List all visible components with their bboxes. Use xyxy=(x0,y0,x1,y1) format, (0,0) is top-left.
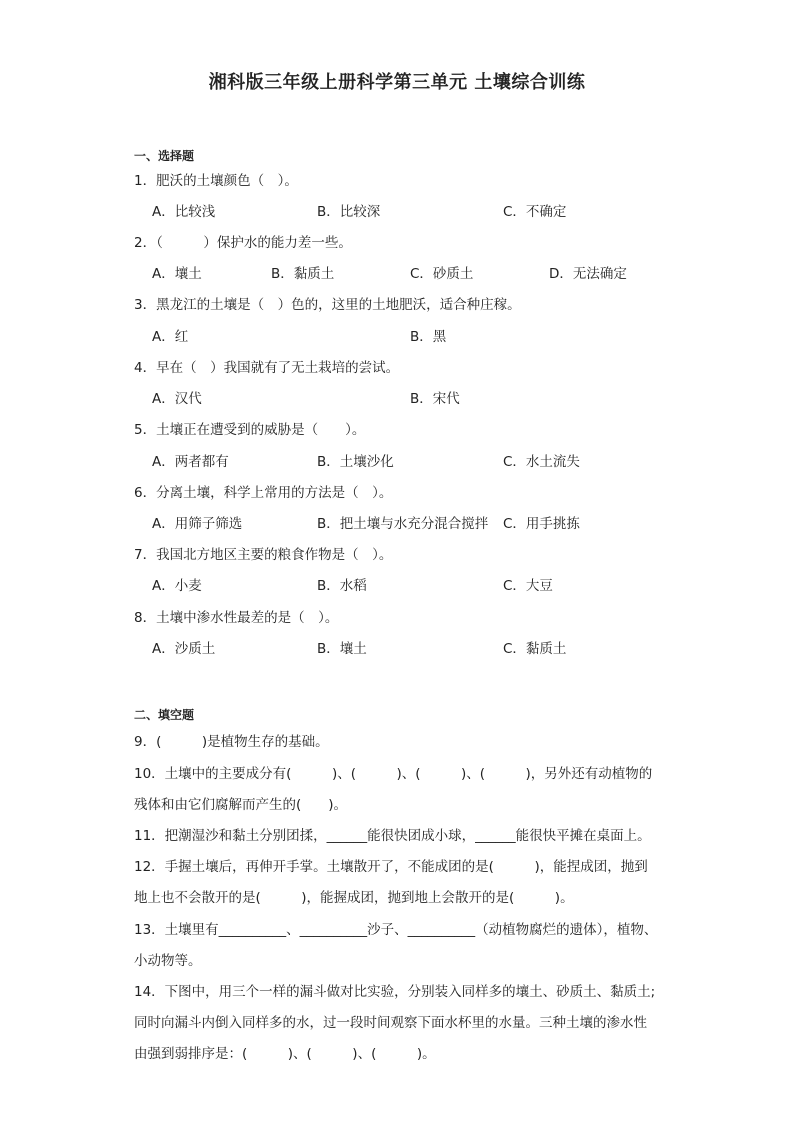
question-1: 1．肥沃的土壤颜色（ ）。 xyxy=(134,173,298,189)
q2-option-a: A．壤土 xyxy=(152,266,202,282)
question-14-line-1: 14．下图中，用三个一样的漏斗做对比实验，分别装入同样多的壤土、砂质土、黏质土; xyxy=(134,984,656,1000)
q4-option-a: A．汉代 xyxy=(152,391,202,407)
q8-option-a: A．沙质土 xyxy=(152,641,216,657)
q6-option-b: B．把土壤与水充分混合搅拌 xyxy=(317,516,489,532)
q3-option-a: A．红 xyxy=(152,329,189,345)
question-6: 6．分离土壤，科学上常用的方法是（ ）。 xyxy=(134,485,393,501)
q7-option-b: B．水稻 xyxy=(317,578,367,594)
q2-option-d: D．无法确定 xyxy=(549,266,627,282)
question-7: 7．我国北方地区主要的粮食作物是（ ）。 xyxy=(134,547,393,563)
q1-option-a: A．比较浅 xyxy=(152,204,216,220)
question-2: 2．（ ）保护水的能力差一些。 xyxy=(134,235,352,251)
q6-option-c: C．用手挑拣 xyxy=(503,516,580,532)
question-11: 11．把潮湿沙和黏土分别团揉，______能很快团成小球，______能很快平摊在桌面上。 xyxy=(134,828,651,844)
question-10-line-1: 10．土壤中的主要成分有( )、( )、( )、( )，另外还有动植物的 xyxy=(134,766,653,782)
question-9: 9．( )是植物生存的基础。 xyxy=(134,734,329,750)
q5-option-a: A．两者都有 xyxy=(152,454,229,470)
section-heading-choice: 一、选择题 xyxy=(134,149,195,163)
question-14-line-3: 由强到弱排序是：( )、( )、( )。 xyxy=(134,1046,436,1062)
q8-option-c: C．黏质土 xyxy=(503,641,567,657)
q1-option-b: B．比较深 xyxy=(317,204,381,220)
q5-option-b: B．土壤沙化 xyxy=(317,454,394,470)
q5-option-c: C．水土流失 xyxy=(503,454,580,470)
question-14-line-2: 同时向漏斗内倒入同样多的水，过一段时间观察下面水杯里的水量。三种土壤的渗水性 xyxy=(134,1015,647,1031)
q1-option-c: C．不确定 xyxy=(503,204,567,220)
question-12-line-1: 12．手握土壤后，再伸开手掌。土壤散开了，不能成团的是( )，能捏成团，抛到 xyxy=(134,859,648,875)
q7-option-a: A．小麦 xyxy=(152,578,202,594)
question-13-line-2: 小动物等。 xyxy=(134,953,202,969)
question-12-line-2: 地上也不会散开的是( )，能握成团，抛到地上会散开的是( )。 xyxy=(134,890,574,906)
question-13-line-1: 13．土壤里有__________、__________沙子、__________（动植物腐烂的遗体），植物、 xyxy=(134,922,658,938)
question-10-line-2: 残体和由它们腐解而产生的( )。 xyxy=(134,797,348,813)
question-3: 3．黑龙江的土壤是（ ）色的，这里的土地肥沃，适合种庄稼。 xyxy=(134,297,521,313)
section-heading-fill: 二、填空题 xyxy=(134,708,195,722)
q8-option-b: B．壤土 xyxy=(317,641,367,657)
question-5: 5．土壤正在遭受到的威胁是（ ）。 xyxy=(134,422,366,438)
q2-option-c: C．砂质土 xyxy=(410,266,474,282)
page-title: 湘科版三年级上册科学第三单元 土壤综合训练 xyxy=(208,72,586,93)
q4-option-b: B．宋代 xyxy=(410,391,460,407)
question-4: 4．早在（ ）我国就有了无土栽培的尝试。 xyxy=(134,360,400,376)
q3-option-b: B．黑 xyxy=(410,329,447,345)
q6-option-a: A．用筛子筛选 xyxy=(152,516,243,532)
q2-option-b: B．黏质土 xyxy=(271,266,335,282)
question-8: 8．土壤中渗水性最差的是（ ）。 xyxy=(134,610,339,626)
q7-option-c: C．大豆 xyxy=(503,578,553,594)
